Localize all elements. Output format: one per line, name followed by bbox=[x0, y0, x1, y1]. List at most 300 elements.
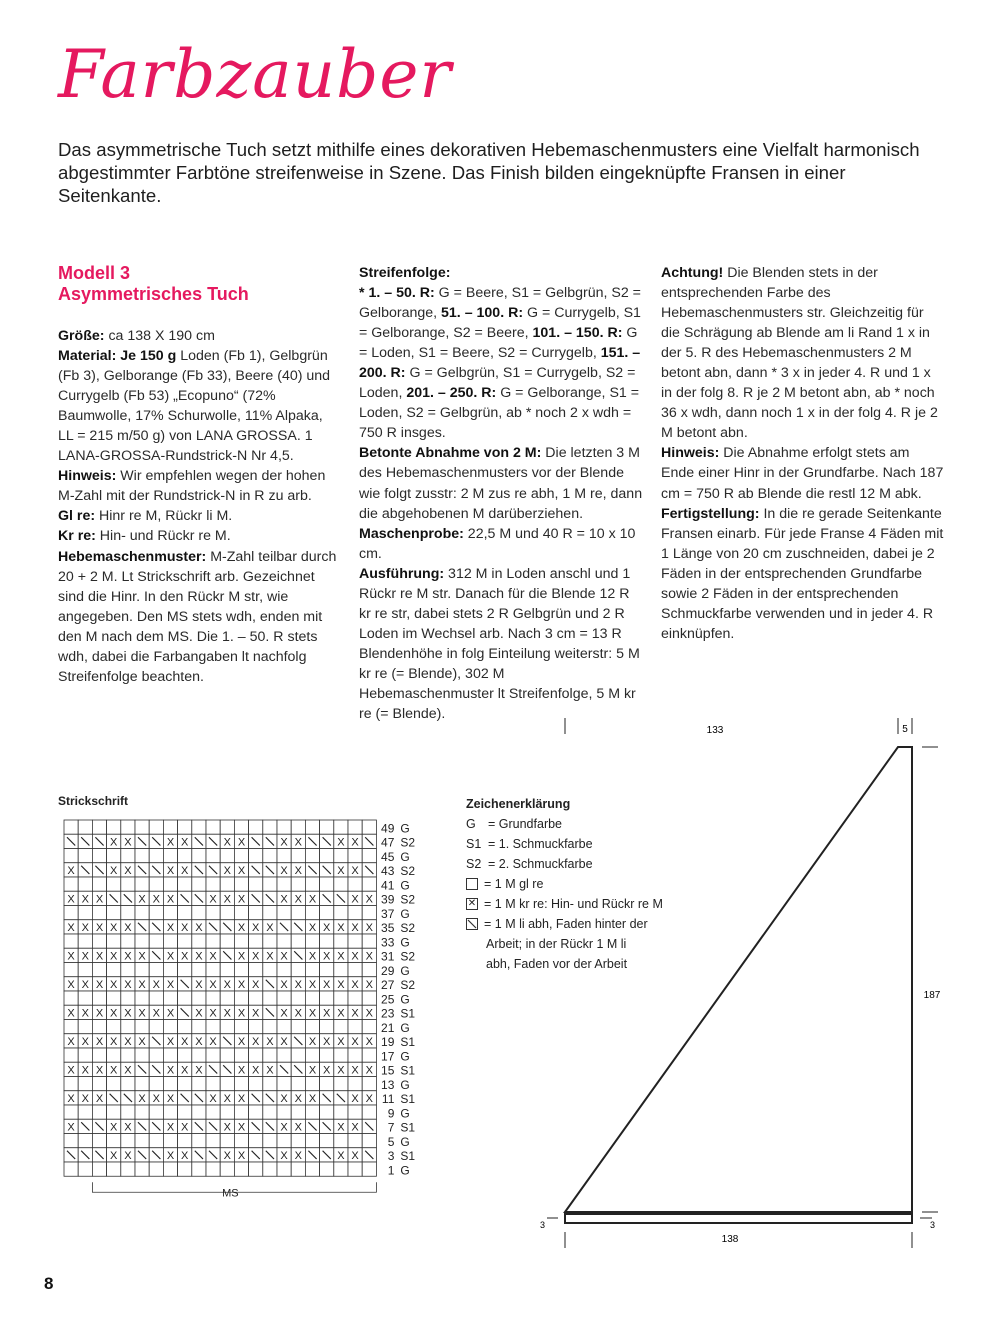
hinweis-paragraph bbox=[58, 466, 340, 506]
chart-cell-x: X bbox=[195, 1036, 203, 1048]
chart-cell bbox=[305, 906, 319, 920]
chart-cell bbox=[192, 1048, 206, 1062]
chart-cell bbox=[362, 1162, 376, 1176]
chart-cell bbox=[64, 877, 78, 891]
chart-cell-x: X bbox=[252, 1064, 260, 1077]
chart-cell-x: X bbox=[308, 1036, 317, 1048]
chart-row-number: 19 bbox=[381, 1035, 395, 1049]
chart-title: Strickschrift bbox=[58, 794, 129, 808]
chart-cell bbox=[107, 1105, 121, 1119]
chart-cell bbox=[220, 1162, 234, 1176]
chart-cell bbox=[64, 820, 78, 834]
hinweis2-paragraph bbox=[661, 443, 945, 503]
legend-g-text: = Grundfarbe bbox=[488, 817, 563, 831]
slash-box-icon bbox=[466, 918, 478, 930]
chart-cell bbox=[277, 1134, 291, 1148]
chart-cell-x: X bbox=[237, 1121, 246, 1134]
chart-cell-x: X bbox=[308, 1064, 317, 1077]
chart-cell bbox=[334, 906, 348, 920]
chart-cell bbox=[220, 1105, 234, 1119]
chart-row-color: S2 bbox=[400, 892, 416, 907]
chart-row-number: 45 bbox=[381, 849, 395, 864]
chart-cell-x: X bbox=[138, 1036, 146, 1048]
chart-cell bbox=[192, 906, 206, 920]
chart-cell bbox=[220, 1048, 234, 1062]
legend-empty-text: = 1 M gl re bbox=[484, 877, 544, 891]
chart-cell-x: X bbox=[166, 979, 175, 991]
chart-cell bbox=[64, 1162, 78, 1176]
chart-cell bbox=[334, 1105, 348, 1119]
chart-cell-x: X bbox=[323, 1036, 331, 1048]
chart-cell-x: X bbox=[209, 979, 217, 991]
chart-row-number: 47 bbox=[381, 835, 395, 850]
chart-cell bbox=[178, 991, 192, 1005]
chart-cell bbox=[220, 849, 234, 863]
chart-cell bbox=[362, 1020, 376, 1034]
hebemaschen-paragraph bbox=[58, 547, 340, 687]
chart-cell bbox=[78, 1162, 92, 1176]
chart-cell bbox=[163, 1077, 177, 1091]
chart-cell bbox=[320, 1048, 334, 1062]
chart-row-number: 11 bbox=[381, 1092, 395, 1106]
chart-cell bbox=[334, 991, 348, 1005]
chart-cell bbox=[135, 963, 149, 977]
knitting-chart bbox=[58, 814, 438, 1204]
chart-cell bbox=[291, 934, 305, 948]
chart-cell bbox=[163, 820, 177, 834]
chart-cell bbox=[64, 991, 78, 1005]
chart-cell-x: X bbox=[152, 979, 160, 991]
chart-cell-x: X bbox=[181, 922, 189, 934]
chart-cell-x: X bbox=[280, 836, 288, 849]
chart-cell bbox=[348, 849, 362, 863]
chart-cell-x: X bbox=[294, 1007, 302, 1020]
chart-cell bbox=[263, 1048, 277, 1062]
chart-cell bbox=[334, 934, 348, 948]
chart-row-number: 33 bbox=[381, 935, 395, 950]
chart-cell-x: X bbox=[323, 922, 331, 934]
chart-row-number: 7 bbox=[387, 1120, 395, 1135]
chart-cell-x: X bbox=[124, 836, 132, 849]
chart-row-number: 13 bbox=[381, 1077, 395, 1092]
chart-cell bbox=[263, 1020, 277, 1034]
chart-row-number: 15 bbox=[381, 1063, 395, 1078]
shawl-border bbox=[565, 1214, 912, 1223]
chart-cell bbox=[234, 1048, 248, 1062]
chart-cell bbox=[163, 1048, 177, 1062]
chart-cell bbox=[107, 1020, 121, 1034]
chart-cell bbox=[305, 1048, 319, 1062]
chart-cell bbox=[206, 1134, 220, 1148]
chart-row-color: S1 bbox=[400, 1120, 416, 1135]
modell-heading bbox=[58, 263, 340, 305]
chart-cell bbox=[249, 934, 263, 948]
chart-cell bbox=[334, 1134, 348, 1148]
chart-cell-x: X bbox=[351, 1093, 359, 1105]
chart-cell bbox=[263, 1077, 277, 1091]
chart-cell bbox=[249, 1134, 263, 1148]
legend-title: Zeichenerklärung bbox=[466, 797, 571, 811]
chart-cell bbox=[149, 877, 163, 891]
chart-cell bbox=[163, 934, 177, 948]
chart-cell bbox=[305, 1162, 319, 1176]
chart-cell-x: X bbox=[280, 1007, 288, 1020]
chart-cell bbox=[178, 820, 192, 834]
chart-row-number: 23 bbox=[381, 1006, 395, 1021]
chart-cell bbox=[277, 934, 291, 948]
chart-cell bbox=[135, 991, 149, 1005]
chart-cell bbox=[249, 849, 263, 863]
betonte-abnahme-paragraph bbox=[359, 443, 643, 523]
chart-cell bbox=[135, 877, 149, 891]
chart-row-color: S2 bbox=[400, 921, 416, 935]
chart-cell-x: X bbox=[81, 1093, 89, 1105]
chart-cell-x: X bbox=[351, 865, 359, 877]
chart-cell bbox=[121, 1020, 135, 1034]
chart-cell bbox=[78, 877, 92, 891]
chart-cell bbox=[362, 1077, 376, 1091]
chart-cell bbox=[64, 934, 78, 948]
chart-cell bbox=[220, 963, 234, 977]
legend-s2-key: S2 bbox=[466, 857, 482, 871]
chart-cell-x: X bbox=[351, 836, 359, 849]
chart-cell bbox=[135, 820, 149, 834]
chart-cell bbox=[334, 820, 348, 834]
chart-cell-x: X bbox=[67, 922, 75, 934]
chart-row-color: G bbox=[400, 1163, 410, 1178]
chart-cell-x: X bbox=[365, 893, 373, 906]
schematic-right-label: 187 bbox=[923, 990, 940, 1001]
chart-cell bbox=[64, 906, 78, 920]
chart-cell-x: X bbox=[252, 1007, 260, 1020]
chart-cell bbox=[163, 1134, 177, 1148]
chart-cell bbox=[249, 1020, 263, 1034]
chart-row-color: G bbox=[400, 1077, 410, 1092]
chart-cell bbox=[263, 963, 277, 977]
chart-cell bbox=[78, 963, 92, 977]
chart-cell bbox=[305, 849, 319, 863]
chart-cell bbox=[92, 1105, 106, 1119]
chart-cell bbox=[220, 1134, 234, 1148]
material-paragraph bbox=[58, 346, 340, 466]
chart-cell bbox=[107, 1048, 121, 1062]
chart-cell-x: X bbox=[280, 1036, 288, 1048]
chart-cell-x: X bbox=[323, 1007, 331, 1020]
chart-cell-x: X bbox=[110, 950, 118, 963]
chart-cell-x: X bbox=[223, 1121, 231, 1134]
chart-cell-x: X bbox=[351, 979, 359, 991]
chart-cell bbox=[320, 991, 334, 1005]
chart-cell bbox=[249, 1077, 263, 1091]
chart-cell-x: X bbox=[294, 1121, 302, 1134]
chart-cell bbox=[78, 1020, 92, 1034]
chart-row-number: 31 bbox=[381, 949, 395, 964]
chart-cell bbox=[320, 1077, 334, 1091]
chart-cell-x: X bbox=[195, 922, 203, 934]
chart-cell bbox=[263, 991, 277, 1005]
chart-cell-x: X bbox=[237, 1150, 246, 1162]
chart-cell-x: X bbox=[223, 1150, 231, 1162]
chart-cell bbox=[362, 1134, 376, 1148]
chart-cell bbox=[277, 1105, 291, 1119]
chart-row-color: S1 bbox=[400, 1035, 416, 1049]
chart-cell bbox=[249, 906, 263, 920]
chart-cell-x: X bbox=[152, 1007, 160, 1020]
chart-row-color: S2 bbox=[400, 949, 416, 964]
chart-cell bbox=[320, 906, 334, 920]
chart-cell bbox=[220, 934, 234, 948]
chart-row-number: 5 bbox=[387, 1134, 395, 1149]
chart-cell-x: X bbox=[337, 1064, 345, 1077]
chart-cell bbox=[92, 963, 106, 977]
chart-cell-x: X bbox=[323, 1064, 331, 1077]
chart-cell-x: X bbox=[181, 836, 189, 849]
chart-cell bbox=[163, 849, 177, 863]
chart-cell-x: X bbox=[308, 893, 317, 906]
chart-cell bbox=[334, 1162, 348, 1176]
chart-cell bbox=[348, 1162, 362, 1176]
chart-cell-x: X bbox=[209, 1007, 217, 1020]
chart-cell-x: X bbox=[166, 1093, 175, 1105]
chart-cell-x: X bbox=[110, 836, 118, 849]
chart-cell bbox=[92, 820, 106, 834]
chart-cell bbox=[234, 877, 248, 891]
chart-row-color: G bbox=[400, 992, 410, 1007]
chart-cell bbox=[334, 963, 348, 977]
chart-cell bbox=[277, 991, 291, 1005]
chart-cell bbox=[192, 1162, 206, 1176]
chart-cell-x: X bbox=[252, 979, 260, 991]
chart-cell bbox=[64, 1048, 78, 1062]
chart-cell bbox=[178, 1020, 192, 1034]
chart-cell bbox=[149, 1105, 163, 1119]
chart-cell-x: X bbox=[110, 1150, 118, 1162]
schematic-bottom-left-label: 3 bbox=[540, 1220, 546, 1230]
chart-cell bbox=[135, 1020, 149, 1034]
chart-cell-x: X bbox=[81, 979, 89, 991]
chart-cell bbox=[163, 963, 177, 977]
chart-cell bbox=[277, 1048, 291, 1062]
chart-row-number: 21 bbox=[381, 1020, 395, 1035]
chart-cell-x: X bbox=[266, 1036, 274, 1048]
chart-cell bbox=[92, 1020, 106, 1034]
chart-row-color: S2 bbox=[400, 864, 416, 878]
chart-cell-x: X bbox=[110, 979, 118, 991]
schematic-top-label: 133 bbox=[706, 725, 724, 736]
chart-cell bbox=[291, 849, 305, 863]
chart-cell-x: X bbox=[81, 893, 89, 906]
chart-cell-x: X bbox=[351, 1121, 359, 1134]
chart-cell-x: X bbox=[237, 979, 246, 991]
chart-cell bbox=[348, 934, 362, 948]
chart-cell-x: X bbox=[365, 1007, 373, 1020]
chart-cell-x: X bbox=[81, 922, 89, 934]
chart-cell bbox=[348, 1134, 362, 1148]
chart-row-number: 39 bbox=[381, 892, 395, 907]
stripe-text-5: G = Gelborange, S1 = Loden, S2 = Gelbgrün, ab * noch 2 x wdh = 750 R insges. bbox=[359, 385, 640, 442]
chart-cell bbox=[121, 1134, 135, 1148]
chart-row-color: S1 bbox=[400, 1063, 416, 1078]
chart-cell bbox=[362, 1048, 376, 1062]
chart-cell-x: X bbox=[166, 950, 175, 963]
chart-cell bbox=[92, 1048, 106, 1062]
chart-cell bbox=[78, 1105, 92, 1119]
chart-cell bbox=[263, 1134, 277, 1148]
chart-cell bbox=[64, 963, 78, 977]
ausfuehrung-text: 312 M in Loden anschl und 1 Rückr re M str. Danach für die Blende 12 R kr re str, dabei stets 2 R Gelbgrün und 2 R Loden im Wechsel arb. Nach 3 cm = 13 R Blendenhöhe in folg Einteilung weiterstr: 5 M kr re (= Blende), 302 M Hebemaschenmuster lt Streifenfolge, 5 M kr re (= Blende). bbox=[359, 565, 640, 723]
chart-row-color: G bbox=[400, 1106, 410, 1121]
chart-cell bbox=[135, 1105, 149, 1119]
chart-row-color: G bbox=[400, 935, 410, 950]
chart-cell-x: X bbox=[323, 950, 331, 963]
chart-cell bbox=[64, 1077, 78, 1091]
chart-cell bbox=[206, 1048, 220, 1062]
chart-cell-x: X bbox=[365, 950, 373, 963]
chart-cell-x: X bbox=[351, 1036, 359, 1048]
chart-cell bbox=[348, 820, 362, 834]
chart-cell-x: X bbox=[223, 1093, 231, 1105]
chart-cell bbox=[206, 877, 220, 891]
chart-cell-x: X bbox=[280, 1121, 288, 1134]
chart-cell bbox=[263, 906, 277, 920]
chart-cell-x: X bbox=[280, 1150, 288, 1162]
chart-row-color: S2 bbox=[400, 978, 416, 992]
chart-cell-x: X bbox=[266, 950, 274, 963]
chart-cell bbox=[348, 1077, 362, 1091]
chart-cell bbox=[348, 877, 362, 891]
chart-cell bbox=[178, 877, 192, 891]
chart-row-number: 35 bbox=[381, 921, 395, 935]
chart-cell bbox=[206, 1077, 220, 1091]
chart-cell bbox=[107, 877, 121, 891]
chart-cell-x: X bbox=[67, 950, 75, 963]
chart-cell-x: X bbox=[351, 1064, 359, 1077]
chart-cell-x: X bbox=[110, 1064, 118, 1077]
fertigstellung-paragraph bbox=[661, 504, 945, 644]
schematic-bottom-label: 138 bbox=[721, 1234, 739, 1245]
chart-cell bbox=[92, 991, 106, 1005]
chart-cell bbox=[362, 849, 376, 863]
chart-cell bbox=[362, 820, 376, 834]
chart-cell-x: X bbox=[308, 950, 317, 963]
chart-cell-x: X bbox=[308, 1093, 317, 1105]
chart-cell-x: X bbox=[195, 1007, 203, 1020]
chart-cell bbox=[92, 849, 106, 863]
chart-cell-x: X bbox=[195, 950, 203, 963]
chart-cell-x: X bbox=[67, 979, 75, 991]
stripe-text-4: G = Gelbgrün, S1 = Currygelb, S2 = Loden, bbox=[359, 365, 636, 402]
chart-cell-x: X bbox=[323, 979, 331, 991]
schematic-top-right-label: 5 bbox=[902, 724, 908, 735]
chart-cell-x: X bbox=[209, 893, 217, 906]
chart-cell bbox=[64, 849, 78, 863]
ms-label: MS bbox=[222, 1187, 239, 1200]
chart-cell-x: X bbox=[237, 1093, 246, 1105]
chart-cell-x: X bbox=[124, 979, 132, 991]
chart-row-number: 41 bbox=[381, 878, 395, 893]
chart-cell bbox=[334, 1048, 348, 1062]
chart-cell-x: X bbox=[110, 865, 118, 877]
chart-cell-x: X bbox=[124, 1064, 132, 1077]
chart-cell bbox=[92, 1134, 106, 1148]
legend-s1-text: = 1. Schmuckfarbe bbox=[488, 837, 593, 851]
chart-cell-x: X bbox=[252, 1036, 260, 1048]
chart-cell-x: X bbox=[351, 1007, 359, 1020]
chart-cell-x: X bbox=[337, 1121, 345, 1134]
chart-cell bbox=[178, 934, 192, 948]
chart-cell-x: X bbox=[294, 1150, 302, 1162]
chart-cell bbox=[320, 1134, 334, 1148]
chart-cell-x: X bbox=[95, 893, 104, 906]
chart-cell-x: X bbox=[67, 1064, 75, 1077]
chart-row-number: 3 bbox=[387, 1149, 395, 1163]
chart-cell bbox=[78, 1134, 92, 1148]
fertigstellung-text: In die re gerade Seitenkante Fransen einarb. Für jede Franse 4 Fäden mit 1 Länge von 20 cm zuschneiden, dabei je 2 Fäden in der entsprechenden Grundfarbe sowie 2 Fäden in der entsprechenden Schmuckfarbe verwenden und in jeder 4. R einknüpfen. bbox=[661, 505, 944, 642]
chart-cell-x: X bbox=[166, 1064, 175, 1077]
chart-cell bbox=[178, 963, 192, 977]
chart-cell-x: X bbox=[138, 979, 146, 991]
chart-cell bbox=[163, 906, 177, 920]
glre-label: Gl re: bbox=[58, 508, 96, 525]
chart-row-number: 17 bbox=[381, 1049, 395, 1064]
chart-cell-x: X bbox=[166, 922, 175, 934]
chart-cell bbox=[206, 1105, 220, 1119]
betonte-abnahme-text: Die letzten 3 M des Hebemaschenmusters vor der Blende wie folgt zusstr: 2 M zus re abh, 1 M re, dann die abgehobenen M darüberziehen. bbox=[359, 445, 643, 522]
chart-cell bbox=[78, 991, 92, 1005]
stripe-range-4: 151. – 200. R: bbox=[359, 345, 641, 382]
chart-cell bbox=[291, 1077, 305, 1091]
chart-row-number: 43 bbox=[381, 864, 395, 878]
chart-cell-x: X bbox=[266, 1064, 274, 1077]
chart-cell-x: X bbox=[124, 922, 132, 934]
chart-cell bbox=[305, 820, 319, 834]
chart-cell bbox=[320, 963, 334, 977]
hinweis-text: Wir empfehlen wegen der hohen M-Zahl mit der Rundstrick-N in R zu arb. bbox=[58, 468, 326, 505]
fertigstellung-label: Fertigstellung: bbox=[661, 505, 760, 522]
chart-cell-x: X bbox=[337, 922, 345, 934]
chart-cell bbox=[348, 1105, 362, 1119]
chart-cell bbox=[121, 991, 135, 1005]
chart-row-color: G bbox=[400, 1020, 410, 1035]
chart-cell bbox=[277, 1077, 291, 1091]
chart-cell bbox=[107, 963, 121, 977]
chart-cell-x: X bbox=[166, 1121, 175, 1134]
chart-cell bbox=[64, 1105, 78, 1119]
chart-cell bbox=[121, 1105, 135, 1119]
chart-cell-x: X bbox=[152, 1093, 160, 1105]
chart-cell bbox=[206, 1162, 220, 1176]
legend-s1-key: S1 bbox=[466, 837, 482, 851]
chart-cell-x: X bbox=[266, 922, 274, 934]
chart-cell bbox=[178, 1077, 192, 1091]
chart-cell bbox=[234, 820, 248, 834]
chart-cell bbox=[178, 849, 192, 863]
chart-cell bbox=[163, 1162, 177, 1176]
chart-cell bbox=[249, 963, 263, 977]
chart-cell bbox=[92, 1162, 106, 1176]
chart-cell bbox=[305, 934, 319, 948]
chart-cell bbox=[249, 1048, 263, 1062]
chart-row-color: G bbox=[400, 906, 410, 921]
chart-cell bbox=[107, 906, 121, 920]
chart-cell-x: X bbox=[181, 1150, 189, 1162]
chart-cell bbox=[277, 1020, 291, 1034]
chart-cell bbox=[305, 1105, 319, 1119]
chart-cell bbox=[107, 820, 121, 834]
chart-cell-x: X bbox=[166, 893, 175, 906]
intro-text: Das asymmetrische Tuch setzt mithilfe eines dekorativen Hebemaschenmusters eine Vielfalt harmonisch abgestimmter Farbtöne streifenweise in Szene. Das Finish bilden eingeknüpfte Fransen in einer Seitenkante. bbox=[58, 139, 920, 206]
chart-cell bbox=[305, 877, 319, 891]
